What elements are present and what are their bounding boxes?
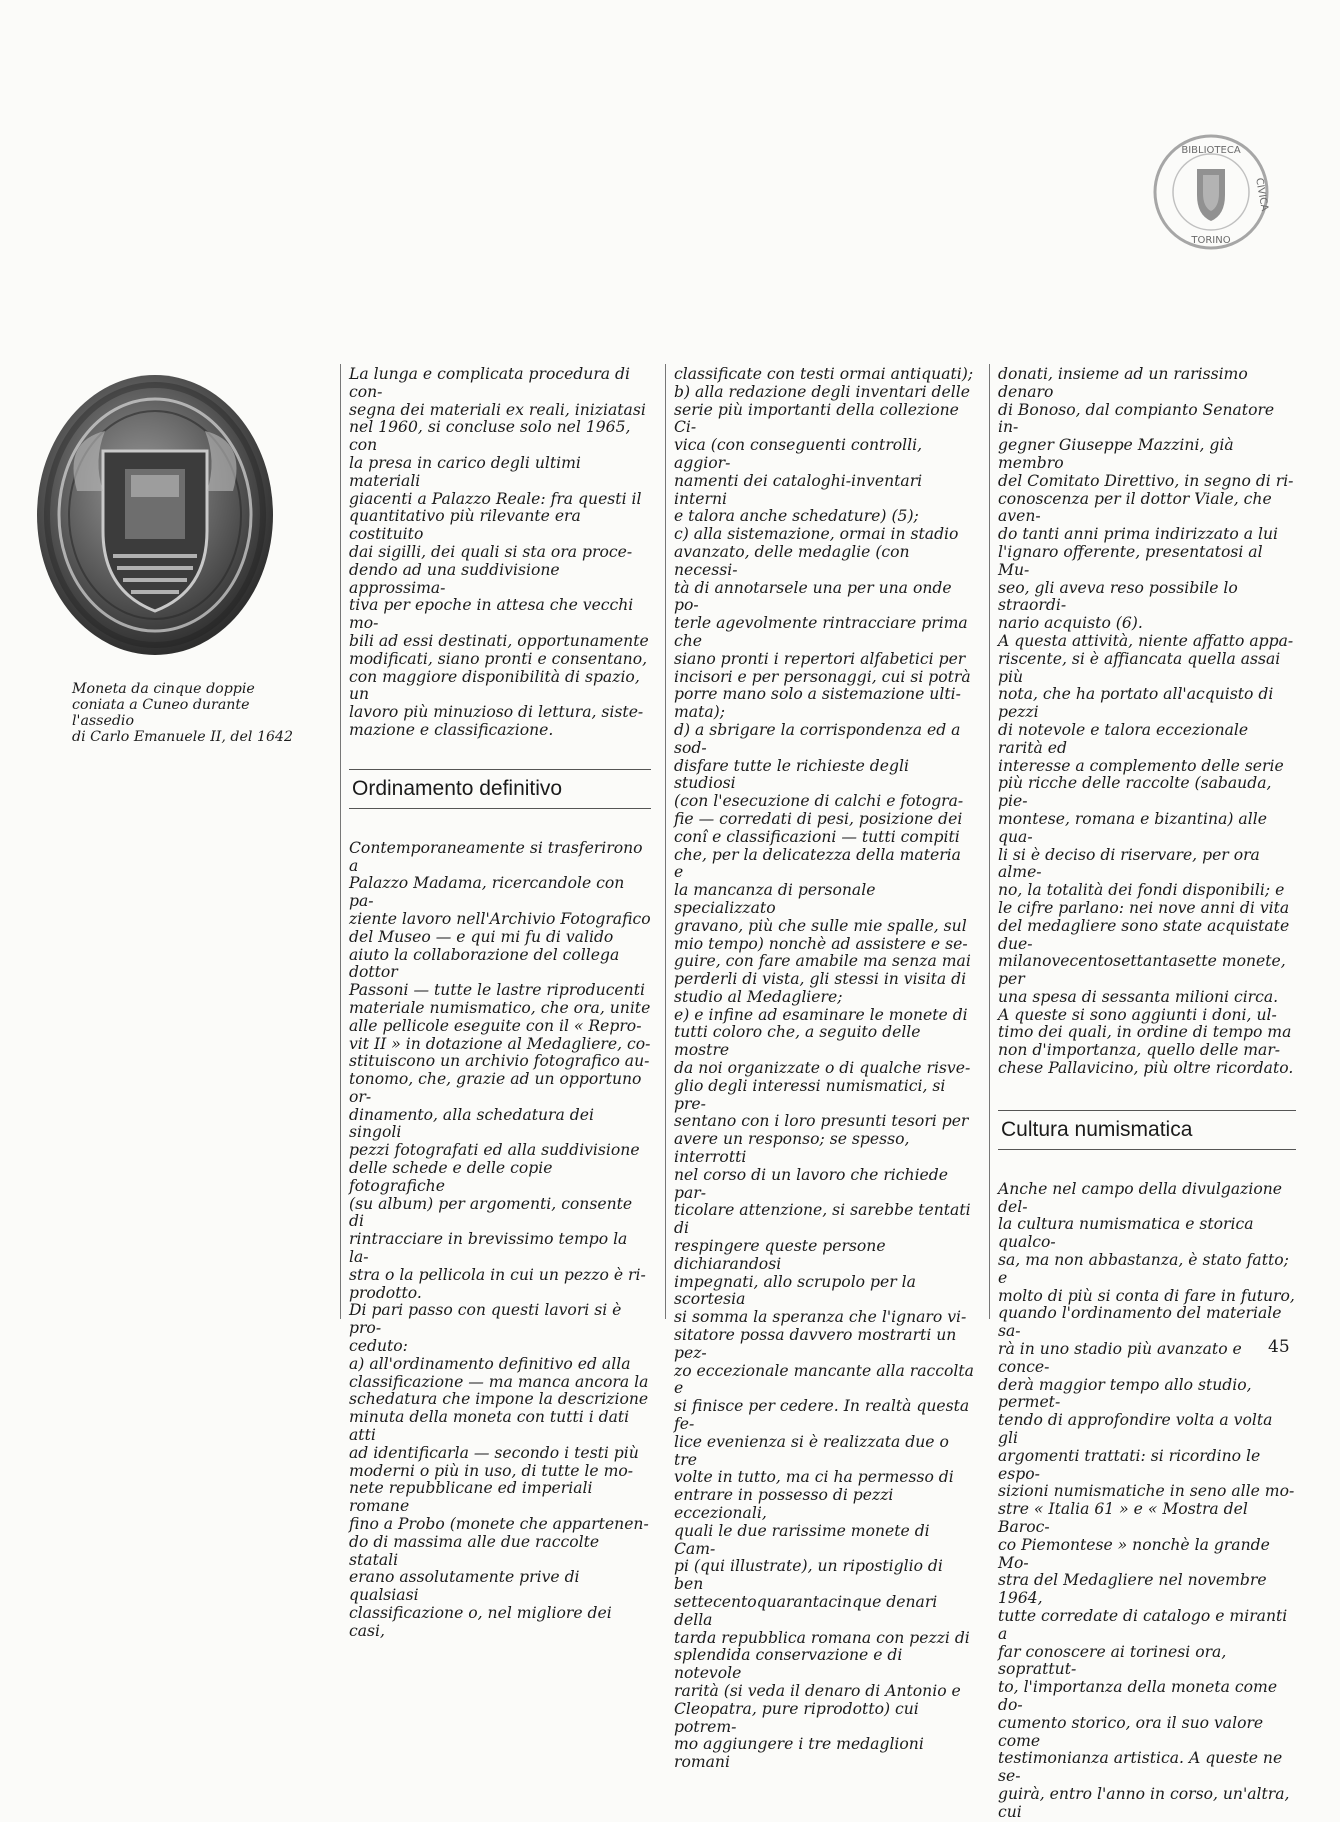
- column-rule: [665, 364, 666, 1319]
- text-column-2: [674, 366, 974, 1772]
- column-rule: [989, 364, 990, 1319]
- page-number: 45: [1268, 1337, 1290, 1357]
- paragraph: donati, insieme ad un rarissimo denaro di Bonoso, dal compianto Senatore in- gegner Giuseppe Mazzini, già membro del Comitato Direttivo, in segno di ri- conoscenza per il dottor Viale, che aven- do tanti anni prima indirizzato a lui l'ignaro offerente, presentatosi al Mu- seo, gli aveva reso possibile lo straordi- nario acquisto (6). A questa attività, niente affatto appa- riscente, si è affiancata quella assai più nota, che ha portato all'acquisto di pezzi di notevole e talora eccezionale rarità ed interesse a complemento delle serie più ricche delle raccolte (sabauda, pie- montese, romana e bizantina) alle qua- li si è deciso di riservare, per ora almе- no, la totalità dei fondi disponibili; e le cifre parlano: nei nove anni di vita del medagliere sono state acquistate due- milanovecentosettantasette monete, per una spesa di sessanta milioni circa. A queste si sono aggiunti i doni, ul- timo dei quali, in ordine di tempo ma non d'importanza, quello delle mar- chese Pallavicino, più oltre ricordato.: [998, 365, 1294, 1078]
- section-heading: Ordinamento definitivo: [349, 769, 651, 809]
- paragraph: classificate con testi ormai antiquati); b) alla redazione degli inventari delle serie più importanti della collezione Ci- vica (con conseguenti controlli, aggior- namenti dei cataloghi-inventari interni e talora anche schedature) (5); c) alla sistemazione, ormai in stadio avanzato, delle medaglie (con necessi- tà di annotarsele una per una onde po- terle agevolmente rintracciare prima che siano pronti i repertori alfabetici per incisori e per personaggi, cui si potrà porre mano solo a sistemazione ulti- mata); d) a sbrigare la corrispondenza ed a sod- disfare tutte le richieste degli studiosi (con l'esecuzione di calchi e fotogra- fie — corredati di pesi, posizione dei conî e classificazioni — tutti compiti che, per la delicatezza della materia e la mancanza di personale specializzato gravano, più che sulle mie spalle, sul mio tempo) nonchè ad assistere e se- guire, con fare amabile ma senza mai perderli di vista, gli stessi in visita di studio al Medagliere; e) e infine ad esaminare le monete di tutti coloro che, a seguito delle mostre da noi organizzate o di qualche risve- glio degli interessi numismatici, si pre- sentano con i loro presunti tesori per avere un responso; se spesso, interrotti nel corso di un lavoro che richiede par- ticolare attenzione, si sarebbe tentati di respingere queste persone dichiarandosi impegnati, allo scrupolo per la scortesia si somma la speranza che l'ignaro vi- sitatore possa davvero mostrarti un pez- zo eccezionale mancante alla raccolta e si finisce per cedere. In realtà questa fe- lice evenienza si è realizzata due o tre volte in tutto, ma ci ha permesso di entrare in possesso di pezzi eccezionali, quali le due rarissime monete di Cam- pi (qui illustrate), un ripostiglio di ben settecentoquarantacinque denari della tarda repubblica romana con pezzi di splendida conservazione e di notevole rarità (si veda il denaro di Antonio e Cleopatra, pure riprodotto) cui potrem- mo aggiungere i tre medaglioni romani: [674, 365, 974, 1772]
- svg-text:TORINO: TORINO: [1191, 235, 1231, 246]
- section-heading: Cultura numismatica: [998, 1110, 1296, 1150]
- text-column-3: [998, 366, 1296, 1822]
- coin-photo: [33, 371, 277, 660]
- paragraph: Contemporaneamente si trasferirono a Palazzo Madama, ricercandole con pa- ziente lavoro nell'Archivio Fotografico del Museo — e qui mi fu di valido aiuto la collaborazione del collega dottor Passoni — tutte le lastre riproducenti materiale numismatico, che ora, unite alle pellicole eseguite con il « Repro- vit II » in dotazione al Medagliere, co- stituiscono un archivio fotografico au- tonomo, che, grazie ad un opportuno or- dinamento, alla schedatura dei singoli pezzi fotografati ed alla suddivisione delle schede e delle copie fotografiche (su album) per argomenti, consente di rintracciare in brevissimo tempo la la- stra o la pellicola in cui un pezzo è ri- prodotto. Di pari passo con questi lavori si è pro- ceduto: a) all'ordinamento definitivo ed alla classificazione — ma manca ancora la schedatura che impone la descrizione minuta della moneta con tutti i dati atti ad identificarla — secondo i testi più moderni o più in uso, di tutte le mo- nete repubblicane ed imperiali romane fino a Probo (monete che appartenen- do di massima alle due raccolte statali erano assolutamente prive di qualsiasi classificazione o, nel migliore dei casi,: [349, 838, 651, 1640]
- svg-text:CIVICA: CIVICA: [1253, 177, 1270, 213]
- paragraph: Anche nel campo della divulgazione del- la cultura numismatica e storica qualco- sa, ma non abbastanza, è stato fatto; e molto di più si conta di fare in futuro, quando l'ordinamento del materiale sa- rà in uno stadio più avanzato e conce- derà maggior tempo allo studio, permet- tendo di approfondire volta a volta gli argomenti trattati: si ricordino le espo- sizioni numismatiche in seno alle mo- stre « Italia 61 » e « Mostra del Baroc- co Piemontese » nonchè la grande Mo- stra del Medagliere nel novembre 1964, tutte corredate di catalogo e miranti a far conoscere ai torinesi ora, soprattut- to, l'importanza della moneta come do- cumento storico, ora il suo valore come testimonianza artistica. A queste ne se- guirà, entro l'anno in corso, un'altra, cui: [998, 1179, 1295, 1821]
- text-column-1: [349, 366, 651, 1641]
- figure-caption: Moneta da cinque doppie coniata a Cuneo durante l'assedio di Carlo Emanuele II, del 1642: [72, 681, 294, 745]
- library-stamp: [1147, 131, 1275, 253]
- svg-text:BIBLIOTECA: BIBLIOTECA: [1181, 145, 1241, 156]
- paragraph: La lunga e complicata procedura di con- segna dei materiali ex reali, iniziatasi nel 1960, si concluse solo nel 1965, con la presa in carico degli ultimi materiali giacenti a Palazzo Reale: fra questi il quantitativo più rilevante era costituito dai sigilli, dei quali si sta ora proce- dendo ad una suddivisione approssima- tiva per epoche in attesa che vecchi mo- bili ad essi destinati, opportunamente modificati, siano pronti e consentano, con maggiore disponibilità di spazio, un lavoro più minuzioso di lettura, siste- mazione e classificazione.: [349, 365, 649, 739]
- column-rule: [340, 364, 341, 1319]
